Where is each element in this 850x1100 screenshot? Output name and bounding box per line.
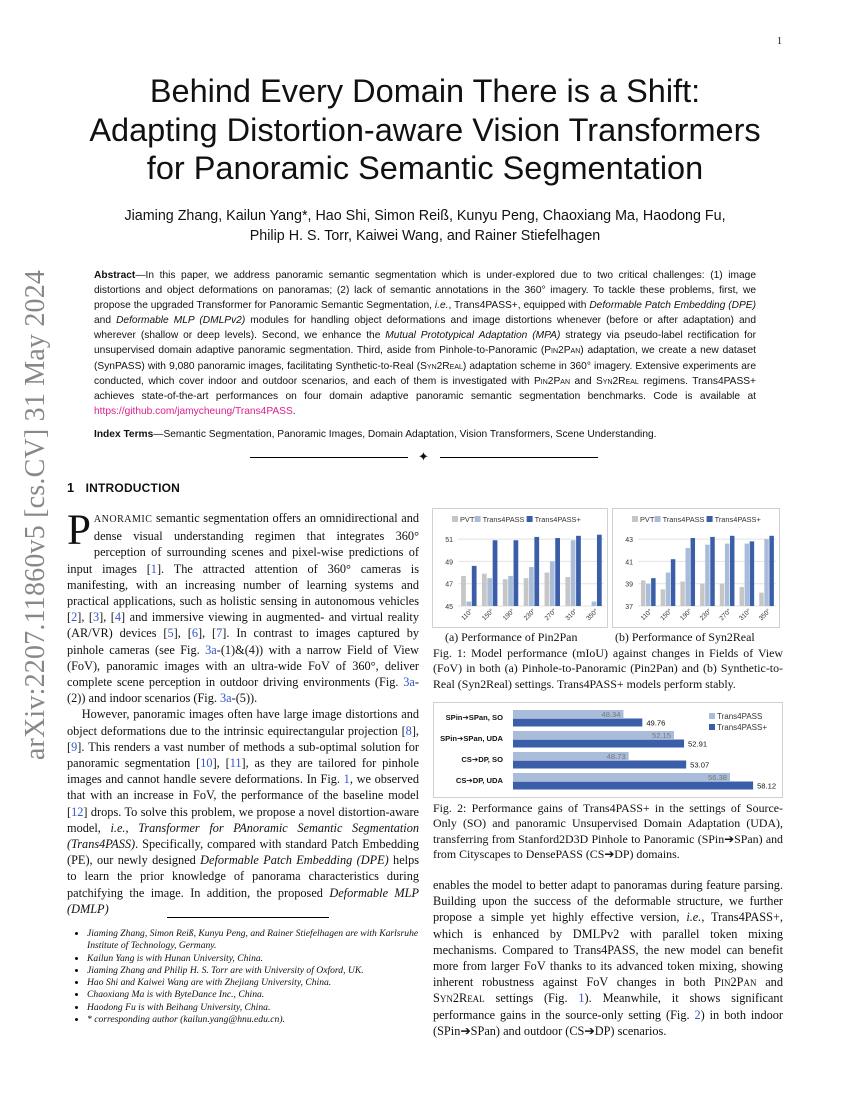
syn2real-bar-chart xyxy=(612,508,780,628)
intro-text: ) in both indoor (SPin➔SPan) and outdoor (CS➔DP) scenarios. xyxy=(433,1007,783,1038)
legend-label: Trans4PASS xyxy=(482,515,525,524)
legend-swatch xyxy=(475,516,481,522)
section-divider xyxy=(250,450,600,464)
section-title: INTRODUCTION xyxy=(85,481,181,495)
intro-text: Deformable MLP (DMLP) xyxy=(67,885,419,916)
bar-pvt xyxy=(545,573,550,606)
title-line-2: Adapting Distortion-aware Vision Transformers xyxy=(89,111,761,148)
x-tick-label: 110° xyxy=(460,607,475,622)
bar-trans4pass xyxy=(705,545,709,606)
citation-link[interactable]: 5 xyxy=(167,626,174,641)
abstract-text: i.e. xyxy=(434,300,449,312)
arxiv-stamp xyxy=(14,269,58,761)
intro-text: ], [ xyxy=(197,626,217,641)
x-tick-label: 230° xyxy=(698,607,714,623)
intro-text: ], as they are tailored for pinhole images and cannot handle severe deformations. In Fig. xyxy=(67,756,419,787)
abstract-text: Deformable Patch Embedding (DPE) xyxy=(589,300,756,312)
intro-text: ANORAMIC xyxy=(93,514,153,525)
intro-text: ). Meanwhile, it shows significant performance gains in the source-only setting (Fig. xyxy=(433,991,783,1022)
y-tick-label: 43 xyxy=(625,537,633,545)
abstract-text: ) adaptation scheme in 360° imagery. Extensive experiments are conducted, which cover indoor and outdoor scenarios, and each of them is investigated with xyxy=(94,360,756,387)
x-tick-label: 230° xyxy=(522,607,538,623)
bar-trans4pass-plus xyxy=(710,537,714,606)
category-label: CS➔DP, SO xyxy=(461,755,503,764)
y-tick-label: 41 xyxy=(625,559,633,567)
bar-pvt xyxy=(482,574,487,606)
intro-text: Transformer for PAnoramic Semantic Segmentation (Trans4PASS) xyxy=(67,820,419,852)
intro-paragraph-3 xyxy=(433,877,783,1039)
intro-text: , xyxy=(125,820,139,835)
category-label: CS➔DP, UDA xyxy=(455,776,503,785)
fig1-caption-text: Fig. 1: Model performance (mIoU) against changes in Fields of View (FoV) in both (a) Pinhole-to-Panoramic (Pin2Pan) and (b) Synthetic-to-Real (Syn2Real) settings. Trans4PASS+ models perform stably. xyxy=(433,646,783,691)
x-tick-label: 150° xyxy=(659,607,674,623)
footnote-list xyxy=(67,928,419,1026)
legend-label: Trans4PASS+ xyxy=(717,723,768,732)
bar-trans4pass xyxy=(745,544,749,606)
bar-trans4pass-plus xyxy=(472,566,477,606)
intro-text: ] and immersive viewing in augmented- and virtual reality (AR/VR) devices [ xyxy=(67,610,419,641)
citation-link[interactable]: 12 xyxy=(71,804,84,819)
x-tick-label: 150° xyxy=(480,607,496,623)
bar-trans4pass-plus xyxy=(671,559,675,606)
intro-text: i.e. xyxy=(110,820,126,835)
data-label: 52.15 xyxy=(651,731,672,740)
abstract xyxy=(94,268,756,419)
bar-trans4pass-plus xyxy=(769,536,773,606)
legend-label: Trans4PASS xyxy=(717,712,763,721)
figure-link[interactable]: 2 xyxy=(694,1007,701,1022)
x-tick-label: 270° xyxy=(543,607,559,623)
abstract-label: Abstract xyxy=(94,270,136,281)
category-label: SPin➔SPan, SO xyxy=(445,713,503,722)
x-tick-label: 110° xyxy=(639,607,654,622)
abstract-text: modules for handling object deformations and image distortions whenever (before or after adaptation) and wherever (shallow or deep levels). Second, we enhance the xyxy=(94,315,757,342)
citation-link[interactable]: 1 xyxy=(150,561,157,576)
intro-text: i.e. xyxy=(686,910,702,925)
data-label: 58.12 xyxy=(757,781,777,791)
data-label: 49.76 xyxy=(646,718,666,728)
intro-text: semantic segmentation offers an omnidirectional and dense visual understanding regimen that integrates 360° perception of surrounding scenes and pixel-wise predictions of input images [ xyxy=(67,511,419,576)
footnote-item: • * corresponding author (kailun.yang@hnu.edu.cn). xyxy=(87,1014,419,1026)
drop-cap: P xyxy=(67,507,91,554)
y-tick-label: 51 xyxy=(445,537,453,545)
figure-link[interactable]: 3a xyxy=(403,675,415,690)
category-label: SPin➔SPan, UDA xyxy=(440,734,503,743)
bar-trans4pass xyxy=(666,573,670,606)
bar-trans4pass-plus xyxy=(514,540,519,606)
intro-paragraph-2 xyxy=(67,706,419,917)
bar-trans4pass xyxy=(725,544,729,606)
chart-frame xyxy=(433,509,608,628)
footnote-item: • Haodong Fu is with Beihang University, China. xyxy=(87,1002,419,1014)
bar-trans4pass-plus xyxy=(534,537,539,606)
figure-link[interactable]: 3a xyxy=(205,642,217,657)
arxiv-stamp-text: arXiv:2207.11860v5 [cs.CV] 31 May 2024 xyxy=(20,269,51,761)
bar-trans4pass-plus xyxy=(651,578,655,606)
legend-label: Trans4PASS+ xyxy=(534,515,581,524)
bar-trans4pass-plus xyxy=(597,535,602,606)
intro-text: and xyxy=(756,975,783,990)
hbar-trans4pass xyxy=(513,731,674,739)
citation-link[interactable]: 11 xyxy=(229,756,242,771)
intro-paragraph-1 xyxy=(67,507,419,706)
x-tick-label: 270° xyxy=(718,607,733,623)
authors-line-1: Jiaming Zhang, Kailun Yang*, Hao Shi, Simon Reiß, Kunyu Peng, Chaoxiang Ma, Haodong Fu, xyxy=(124,208,726,224)
legend-swatch xyxy=(709,713,715,719)
x-tick-label: 310° xyxy=(738,607,753,623)
chart-frame xyxy=(613,509,780,628)
x-tick-label: 190° xyxy=(678,607,694,623)
intro-text: , we observed that with an increase in FoV, the performance of the baseline model [ xyxy=(67,772,419,819)
abstract-text: and xyxy=(94,315,117,327)
bar-trans4pass xyxy=(685,548,689,606)
bar-pvt xyxy=(700,584,704,606)
intro-text: -(2)) and indoor scenarios (Fig. xyxy=(67,675,419,706)
abstract-text: Deformable MLP (DMLPv2) xyxy=(116,315,246,327)
data-label: 48.73 xyxy=(606,752,626,761)
figure-link[interactable]: 1 xyxy=(578,991,585,1006)
divider-line-right xyxy=(440,457,598,458)
divider-ornament-icon: ✦ xyxy=(418,449,429,464)
legend-swatch xyxy=(709,724,715,730)
hbar-trans4pass-plus xyxy=(513,782,753,790)
bar-pvt xyxy=(503,579,508,606)
title-line-1: Behind Every Domain There is a Shift: xyxy=(149,73,701,109)
bar-trans4pass xyxy=(466,602,471,606)
fig1a-subcaption-text: (a) Performance of Pin2Pan xyxy=(445,630,578,644)
figure-link[interactable]: 3a xyxy=(220,691,232,706)
citation-link[interactable]: 9 xyxy=(71,739,78,754)
intro-text: enables the model to better adapt to panoramas during feature parsing. Building upon the success of the deformable structure, we further propose a simple yet highly effective version, xyxy=(433,878,783,925)
affiliation-footnotes xyxy=(67,928,419,1026)
divider-line-left xyxy=(250,457,408,458)
fig1a-subcaption xyxy=(445,630,577,645)
abstract-text: ) adaptation, we create a new dataset (SynPASS) with 9,080 panoramic images, facilitating Synthetic-to-Real ( xyxy=(94,345,756,372)
intro-text: ], [ xyxy=(99,610,115,625)
bar-trans4pass xyxy=(529,567,534,606)
bar-trans4pass xyxy=(764,539,768,606)
intro-text: Pin2Pan xyxy=(714,975,757,990)
bar-trans4pass-plus xyxy=(691,538,695,606)
hbar-trans4pass-plus xyxy=(513,719,642,727)
gains-hbar-chart xyxy=(433,702,783,798)
intro-text: , Trans4PASS+, which is enhanced by DMLPv2 with parallel token mixing mechanisms. Compared to Trans4PASS, the new model can benefit more from larger FoV thanks to its advanced token mixing, showing inherent robustness against FoV changes in both xyxy=(433,910,783,990)
bar-trans4pass-plus xyxy=(493,540,498,606)
index-terms xyxy=(94,429,756,440)
intro-text: -(1)&(4)) with a narrow Field of View (FoV), panoramic images with an ultra-wide FoV of 360°, deliver complete scene perception in outdoor driving environments (Fig. xyxy=(67,642,419,690)
bar-trans4pass xyxy=(508,576,513,606)
bar-trans4pass-plus xyxy=(730,536,734,606)
intro-text: ]. This renders a vast number of methods a sub-optimal solution for panoramic segmentation [ xyxy=(67,739,419,771)
legend-label: Trans4PASS xyxy=(662,515,705,524)
legend-swatch xyxy=(707,516,713,522)
footnote-item: • Jiaming Zhang, Simon Reiß, Kunyu Peng, and Rainer Stiefelhagen are with Karlsruhe Institute of Technology, Germany. xyxy=(87,928,419,953)
footnote-rule xyxy=(167,917,329,918)
footnote-item: • Hao Shi and Kaiwei Wang are with Zhejiang University, China. xyxy=(87,977,419,989)
y-tick-label: 37 xyxy=(625,604,633,611)
data-label: 56.38 xyxy=(708,773,728,782)
citation-link[interactable]: 2 xyxy=(71,610,78,625)
bar-trans4pass xyxy=(571,540,576,606)
footnote-item: • Jiaming Zhang and Philip H. S. Torr are with University of Oxford, UK. xyxy=(87,965,419,977)
abstract-text: and xyxy=(570,375,596,387)
pin2pan-bar-chart xyxy=(432,508,608,628)
x-tick-label: 310° xyxy=(564,607,579,623)
bar-trans4pass xyxy=(487,578,492,606)
footnote-item: • Chaoxiang Ma is with ByteDance Inc., China. xyxy=(87,989,419,1001)
section-heading xyxy=(67,480,180,495)
abstract-text: . xyxy=(292,405,296,417)
bar-pvt xyxy=(565,577,570,606)
abstract-text: Pin2Pan xyxy=(544,345,581,357)
bar-trans4pass-plus xyxy=(750,541,754,606)
bar-trans4pass xyxy=(550,561,555,606)
citation-link[interactable]: 10 xyxy=(200,756,213,771)
y-tick-label: 49 xyxy=(445,559,453,567)
y-tick-label: 47 xyxy=(445,581,453,589)
bar-pvt xyxy=(740,587,744,606)
intro-text: -(5)). xyxy=(231,691,258,706)
intro-text: However, panoramic images often have large image distortions and object deformations due to the intrinsic equirectangular projection [ xyxy=(67,707,419,738)
bar-pvt xyxy=(720,584,724,606)
paper-title xyxy=(60,72,790,188)
abstract-text: Syn2Real xyxy=(420,360,463,372)
bar-pvt xyxy=(661,589,665,606)
page-number: 1 xyxy=(777,36,782,47)
bar-trans4pass-plus xyxy=(555,538,560,606)
intro-text: Deformable Patch Embedding (DPE) xyxy=(200,853,389,868)
intro-text: ]. In contrast to images captured by pinhole cameras (see Fig. xyxy=(67,626,419,657)
data-label: 52.91 xyxy=(688,739,708,749)
index-terms-text: —Semantic Segmentation, Panoramic Images, Domain Adaptation, Vision Transformers, Scene Understanding. xyxy=(153,429,657,440)
x-tick-label: 190° xyxy=(501,607,517,623)
bar-pvt xyxy=(641,580,645,606)
legend-label: Trans4PASS+ xyxy=(714,515,761,524)
hbar-trans4pass-plus xyxy=(513,761,686,769)
fig1b-subcaption-text: (b) Performance of Syn2Real xyxy=(615,630,755,644)
legend-swatch xyxy=(527,516,533,522)
intro-text: ] drops. To solve this problem, we propose a novel distortion-aware model, xyxy=(67,804,419,835)
bar-trans4pass-plus xyxy=(576,536,581,606)
bar-pvt xyxy=(524,578,529,606)
intro-text: . Specifically, compared with standard Patch Embedding (PE), our newly designed xyxy=(67,837,419,868)
citation-link[interactable]: 4 xyxy=(114,610,122,625)
authors-line-2: Philip H. S. Torr, Kaiwei Wang, and Rainer Stiefelhagen xyxy=(249,228,601,244)
bar-pvt xyxy=(461,576,466,606)
x-tick-label: 350° xyxy=(757,607,773,623)
figure-link[interactable]: 1 xyxy=(343,772,350,787)
fig2-caption xyxy=(433,801,783,862)
abstract-text: Pin2Pan xyxy=(534,375,570,387)
intro-text: settings (Fig. xyxy=(484,991,579,1006)
citation-link[interactable]: 8 xyxy=(405,723,412,738)
abstract-text: , Trans4PASS+, equipped with xyxy=(448,300,590,312)
intro-text: ], [ xyxy=(77,610,93,625)
footnote-item: • Kailun Yang is with Hunan University, China. xyxy=(87,953,419,965)
code-url-link[interactable]: https://github.com/jamycheung/Trans4PASS xyxy=(94,405,293,417)
intro-right-column xyxy=(433,877,783,1039)
legend-swatch xyxy=(655,516,661,522)
citation-link[interactable]: 7 xyxy=(216,626,223,641)
hbar-trans4pass xyxy=(513,773,730,781)
fig1-caption xyxy=(433,646,783,692)
bar-trans4pass xyxy=(592,602,597,606)
author-list xyxy=(60,206,790,246)
data-label: 53.07 xyxy=(690,760,710,770)
intro-left-column xyxy=(67,507,420,917)
hbar-trans4pass-plus xyxy=(513,740,684,748)
y-tick-label: 45 xyxy=(445,604,453,611)
bar-pvt xyxy=(680,581,684,606)
citation-link[interactable]: 3 xyxy=(93,610,100,625)
abstract-text: regimens. Trans4PASS+ achieves state-of-the-art performances on four domain adaptive panoramic semantic segmentation benchmarks. Code is available at xyxy=(94,375,756,402)
title-line-3: for Panoramic Semantic Segmentation xyxy=(146,150,704,186)
fig2-caption-text: Fig. 2: Performance gains of Trans4PASS+ in the settings of Source-Only (SO) and panoramic Unsupervised Domain Adaptation (UDA), transferring from Stanford2D3D Pinhole to Panoramic (SPin➔SPan) and from Cityscapes to DensePASS (CS➔DP) domains. xyxy=(433,801,783,861)
legend-swatch xyxy=(452,516,458,522)
index-terms-label: Index Terms xyxy=(94,429,154,440)
abstract-text: Syn2Real xyxy=(595,375,639,387)
citation-link[interactable]: 6 xyxy=(191,626,198,641)
abstract-text: strategy via pseudo-label rectification for unsupervised domain adaptive panoramic segmentation. Third, aside from Pinhole-to-Panoramic ( xyxy=(94,330,757,357)
abstract-text: Mutual Prototypical Adaptation (MPA) xyxy=(385,330,561,342)
intro-text: ]. The attracted attention of 360° cameras is manifesting, with an increasing number of learning systems and practical applications, such as holistic sensing in autonomous vehicles [ xyxy=(67,561,419,625)
intro-text: ], [ xyxy=(67,723,419,754)
intro-text: helps to learn the prior knowledge of panorama characteristics during patchifying the image. In addition, the proposed xyxy=(67,853,420,900)
x-tick-label: 350° xyxy=(585,607,600,623)
bar-trans4pass xyxy=(646,584,650,606)
y-tick-label: 39 xyxy=(625,581,633,589)
intro-text: Syn2Real xyxy=(433,991,485,1006)
data-label: 48.34 xyxy=(601,710,621,719)
legend-swatch xyxy=(632,516,638,522)
section-number: 1 xyxy=(67,480,75,495)
intro-text: ], [ xyxy=(173,626,192,641)
abstract-text: —In this paper, we address panoramic semantic segmentation which is under-explored due to two critical challenges: (1) image distortions and object deformations on panoramas; (2) lack of semantic annotations in the 360° imagery. To tackle these problems, first, we propose the upgraded Transformer for Panoramic Semantic Segmentation, xyxy=(94,270,756,312)
bar-pvt xyxy=(759,593,763,606)
legend-label: PVT xyxy=(460,515,475,524)
fig1b-subcaption xyxy=(615,630,755,645)
legend-label: PVT xyxy=(640,515,655,524)
intro-text: ], [ xyxy=(212,756,230,771)
